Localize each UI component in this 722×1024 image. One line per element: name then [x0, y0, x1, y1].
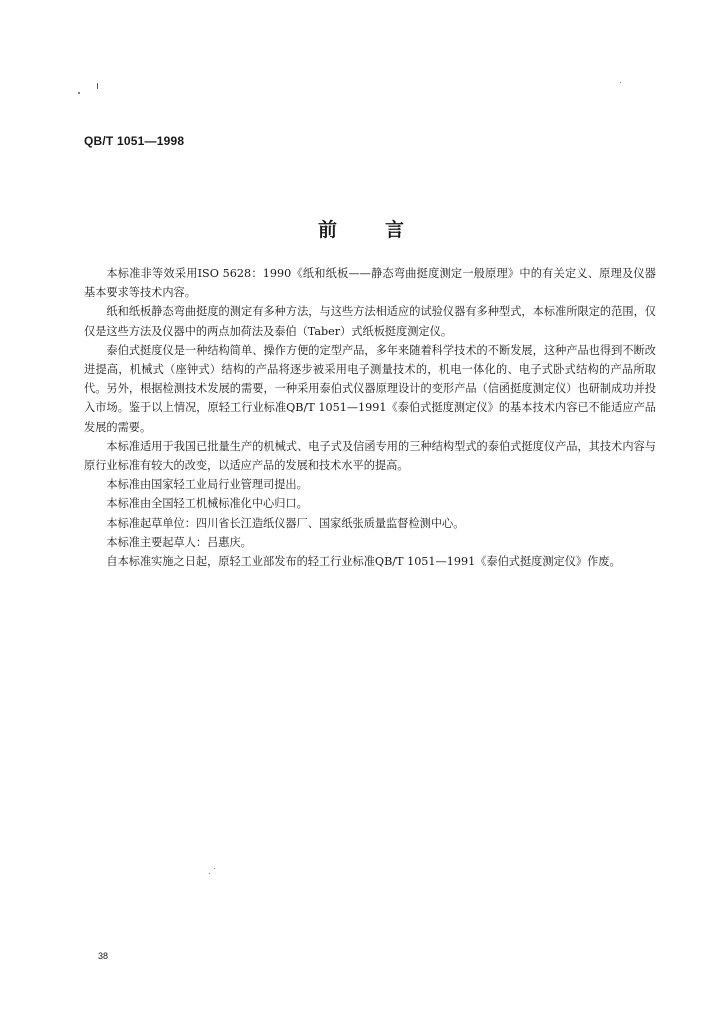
paragraph-administrator: 本标准由全国轻工机械标准化中心归口。	[106, 497, 308, 511]
standard-code: QB/T 1051—1998	[84, 134, 185, 148]
paragraph-applicability: 本标准适用于我国已批量生产的机械式、电子式及信函专用的三种结构型式的泰伯式挺度仪产品，其技术内容与原行业标准有较大的改变，以适应产品的发展和技术水平的提高。	[84, 439, 656, 473]
scan-speck	[78, 92, 80, 94]
scan-speck	[209, 873, 210, 874]
paragraph-supersession: 自本标准实施之日起，原轻工业部发布的轻工行业标准QB/T 1051—1991《泰伯式挺度测定仪》作废。	[106, 555, 621, 569]
scan-speck	[97, 83, 98, 89]
paragraph-drafters: 本标准主要起草人：吕惠庆。	[106, 535, 252, 549]
page-number: 38	[98, 951, 109, 961]
paragraph-proposer: 本标准由国家轻工业局行业管理司提出。	[106, 478, 308, 492]
scan-speck	[620, 82, 621, 83]
paragraph-scope-methods: 纸和纸板静态弯曲挺度的测定有多种方法，与这些方法相适应的试验仪器有多种型式，本标准所限定的范围，仅仅是这些方法及仪器中的两点加荷法及泰伯（Taber）式纸板挺度测定仪。	[84, 305, 656, 338]
paragraph-adoption: 本标准非等效采用ISO 5628：1990《纸和纸板——静态弯曲挺度测定一般原理》中的有关定义、原理及仪器基本要求等技术内容。	[84, 267, 656, 300]
paragraph-background: 泰伯式挺度仪是一种结构简单、操作方便的定型产品，多年来随着科学技术的不断发展，这种产品也得到不断改进提高，机械式（座钟式）结构的产品将逐步被采用电子测量技术的，机电一体化的、电子式卧式结构的产品所取代。另外，根据检测技术发展的需要，一种采用泰伯式仪器原理设计的变形产品（信函挺度测定仪）也研制成功并投入市场。鉴于以上情况，原轻工行业标准QB/T 1051—1991《泰伯式挺度测定仪》的基本技术内容已不能适应产品发展的需要。	[84, 343, 656, 434]
page-title: 前言	[317, 219, 452, 241]
scan-speck	[214, 868, 215, 869]
foreword-body	[84, 264, 656, 571]
paragraph-drafting-units: 本标准起草单位：四川省长江造纸仪器厂、国家纸张质量监督检测中心。	[106, 516, 465, 530]
